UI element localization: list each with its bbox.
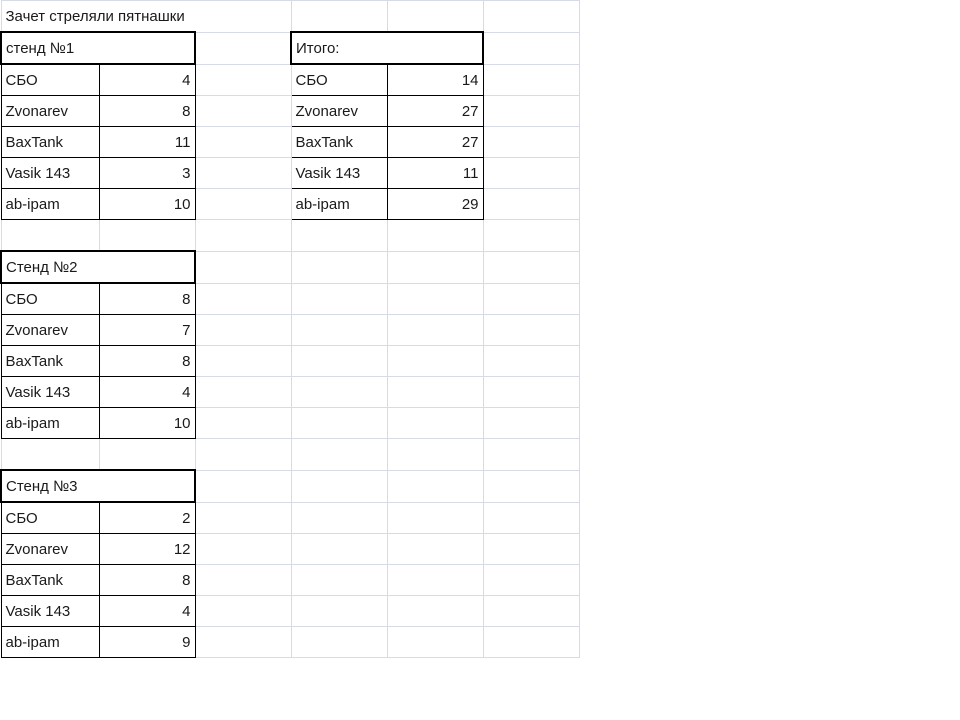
- table-row: [1, 439, 579, 471]
- cell-empty[interactable]: [195, 127, 291, 158]
- total-value[interactable]: 27: [387, 96, 483, 127]
- cell-empty[interactable]: [483, 64, 579, 96]
- cell-empty[interactable]: [387, 565, 483, 596]
- cell-empty[interactable]: [483, 346, 579, 377]
- cell-empty[interactable]: [195, 158, 291, 189]
- table-row: [1, 64, 579, 96]
- cell-empty[interactable]: [483, 283, 579, 315]
- cell-empty[interactable]: [291, 596, 387, 627]
- cell-empty[interactable]: [195, 315, 291, 346]
- cell-empty[interactable]: [483, 1, 579, 33]
- stand3-value[interactable]: 8: [99, 565, 195, 596]
- cell-empty[interactable]: [387, 534, 483, 565]
- cell-empty[interactable]: [387, 315, 483, 346]
- stand2-name[interactable]: Vasik 143: [1, 377, 99, 408]
- cell-empty[interactable]: [291, 627, 387, 658]
- cell-empty[interactable]: [483, 251, 579, 283]
- cell-empty[interactable]: [387, 470, 483, 502]
- cell-empty[interactable]: [483, 32, 579, 64]
- cell-empty[interactable]: [195, 251, 291, 283]
- cell-empty[interactable]: [99, 439, 195, 471]
- cell-empty[interactable]: [195, 470, 291, 502]
- cell-empty[interactable]: [387, 627, 483, 658]
- stand3-value[interactable]: 4: [99, 596, 195, 627]
- cell-empty[interactable]: [1, 220, 99, 252]
- total-name[interactable]: Vasik 143: [291, 158, 387, 189]
- total-name[interactable]: ab-ipam: [291, 189, 387, 220]
- stand2-value[interactable]: 7: [99, 315, 195, 346]
- total-header[interactable]: Итого:: [291, 32, 483, 64]
- cell-empty[interactable]: [483, 408, 579, 439]
- cell-empty[interactable]: [483, 189, 579, 220]
- table-row: [1, 596, 579, 627]
- table-row: [1, 32, 579, 64]
- cell-empty[interactable]: [291, 315, 387, 346]
- cell-empty[interactable]: [483, 439, 579, 471]
- cell-empty[interactable]: [291, 565, 387, 596]
- cell-empty[interactable]: [195, 534, 291, 565]
- cell-empty[interactable]: [387, 502, 483, 534]
- cell-empty[interactable]: [483, 596, 579, 627]
- table-row: [1, 1, 579, 33]
- cell-empty[interactable]: [291, 534, 387, 565]
- stand3-name[interactable]: СБО: [1, 502, 99, 534]
- stand2-name[interactable]: Zvonarev: [1, 315, 99, 346]
- table-row: [1, 534, 579, 565]
- cell-empty[interactable]: [387, 596, 483, 627]
- cell-empty[interactable]: [387, 346, 483, 377]
- cell-empty[interactable]: [195, 189, 291, 220]
- total-value[interactable]: 27: [387, 127, 483, 158]
- stand2-value[interactable]: 8: [99, 283, 195, 315]
- stand1-value[interactable]: 11: [99, 127, 195, 158]
- stand1-name[interactable]: Vasik 143: [1, 158, 99, 189]
- cell-empty[interactable]: [195, 565, 291, 596]
- stand1-value[interactable]: 8: [99, 96, 195, 127]
- cell-empty[interactable]: [483, 158, 579, 189]
- cell-empty[interactable]: [483, 470, 579, 502]
- cell-empty[interactable]: [387, 1, 483, 33]
- stand2-name[interactable]: ab-ipam: [1, 408, 99, 439]
- table-row: [1, 346, 579, 377]
- cell-empty[interactable]: [291, 283, 387, 315]
- stand3-name[interactable]: Zvonarev: [1, 534, 99, 565]
- table-row: [1, 377, 579, 408]
- total-name[interactable]: Zvonarev: [291, 96, 387, 127]
- total-value[interactable]: 11: [387, 158, 483, 189]
- cell-empty[interactable]: [483, 315, 579, 346]
- cell-empty[interactable]: [483, 534, 579, 565]
- table-row: [1, 627, 579, 658]
- cell-empty[interactable]: [195, 408, 291, 439]
- stand1-header[interactable]: стенд №1: [1, 32, 195, 64]
- total-value[interactable]: 29: [387, 189, 483, 220]
- cell-empty[interactable]: [483, 565, 579, 596]
- cell-empty[interactable]: [195, 377, 291, 408]
- stand1-name[interactable]: ab-ipam: [1, 189, 99, 220]
- stand1-name[interactable]: Zvonarev: [1, 96, 99, 127]
- stand2-value[interactable]: 10: [99, 408, 195, 439]
- cell-empty[interactable]: [195, 439, 291, 471]
- cell-empty[interactable]: [195, 283, 291, 315]
- cell-empty[interactable]: [291, 220, 387, 252]
- table-row: [1, 220, 579, 252]
- stand1-value[interactable]: 3: [99, 158, 195, 189]
- cell-empty[interactable]: [195, 627, 291, 658]
- cell-empty[interactable]: [195, 220, 291, 252]
- cell-empty[interactable]: [99, 220, 195, 252]
- cell-empty[interactable]: [195, 346, 291, 377]
- table-row: [1, 189, 579, 220]
- stand2-name[interactable]: СБО: [1, 283, 99, 315]
- table-row: [1, 408, 579, 439]
- cell-empty[interactable]: [387, 377, 483, 408]
- cell-empty[interactable]: [291, 1, 387, 33]
- cell-empty[interactable]: [483, 96, 579, 127]
- cell-empty[interactable]: [291, 439, 387, 471]
- table-row: [1, 283, 579, 315]
- stand3-value[interactable]: 12: [99, 534, 195, 565]
- total-name[interactable]: СБО: [291, 64, 387, 96]
- stand2-name[interactable]: BaxTank: [1, 346, 99, 377]
- cell-empty[interactable]: [291, 470, 387, 502]
- cell-empty[interactable]: [291, 346, 387, 377]
- cell-empty[interactable]: [195, 596, 291, 627]
- cell-empty[interactable]: [483, 127, 579, 158]
- stand3-value[interactable]: 9: [99, 627, 195, 658]
- cell-empty[interactable]: [483, 220, 579, 252]
- cell-empty[interactable]: [195, 96, 291, 127]
- stand2-header[interactable]: Стенд №2: [1, 251, 195, 283]
- stand3-name[interactable]: BaxTank: [1, 565, 99, 596]
- cell-empty[interactable]: [483, 377, 579, 408]
- stand1-value[interactable]: 10: [99, 189, 195, 220]
- cell-empty[interactable]: [291, 408, 387, 439]
- stand3-name[interactable]: ab-ipam: [1, 627, 99, 658]
- stand1-name[interactable]: СБО: [1, 64, 99, 96]
- stand2-value[interactable]: 4: [99, 377, 195, 408]
- cell-empty[interactable]: [387, 251, 483, 283]
- stand1-value[interactable]: 4: [99, 64, 195, 96]
- table-row: [1, 565, 579, 596]
- cell-empty[interactable]: [195, 64, 291, 96]
- cell-empty[interactable]: [483, 502, 579, 534]
- table-row: [1, 502, 579, 534]
- table-row: [1, 158, 579, 189]
- cell-empty[interactable]: [195, 502, 291, 534]
- stand2-value[interactable]: 8: [99, 346, 195, 377]
- stand1-name[interactable]: BaxTank: [1, 127, 99, 158]
- cell-empty[interactable]: [1, 439, 99, 471]
- total-value[interactable]: 14: [387, 64, 483, 96]
- table-row: [1, 127, 579, 158]
- page-title: Зачет стреляли пятнашки: [1, 1, 291, 33]
- table-row: [1, 96, 579, 127]
- cell-empty[interactable]: [291, 377, 387, 408]
- stand3-name[interactable]: Vasik 143: [1, 596, 99, 627]
- cell-empty[interactable]: [195, 32, 291, 64]
- stand3-header[interactable]: Стенд №3: [1, 470, 195, 502]
- cell-empty[interactable]: [387, 439, 483, 471]
- cell-empty[interactable]: [387, 283, 483, 315]
- cell-empty[interactable]: [387, 408, 483, 439]
- table-row: [1, 315, 579, 346]
- cell-empty[interactable]: [291, 502, 387, 534]
- table-row: [1, 251, 579, 283]
- table-row: [1, 470, 579, 502]
- stand3-value[interactable]: 2: [99, 502, 195, 534]
- cell-empty[interactable]: [483, 627, 579, 658]
- total-name[interactable]: BaxTank: [291, 127, 387, 158]
- cell-empty[interactable]: [291, 251, 387, 283]
- cell-empty[interactable]: [387, 220, 483, 252]
